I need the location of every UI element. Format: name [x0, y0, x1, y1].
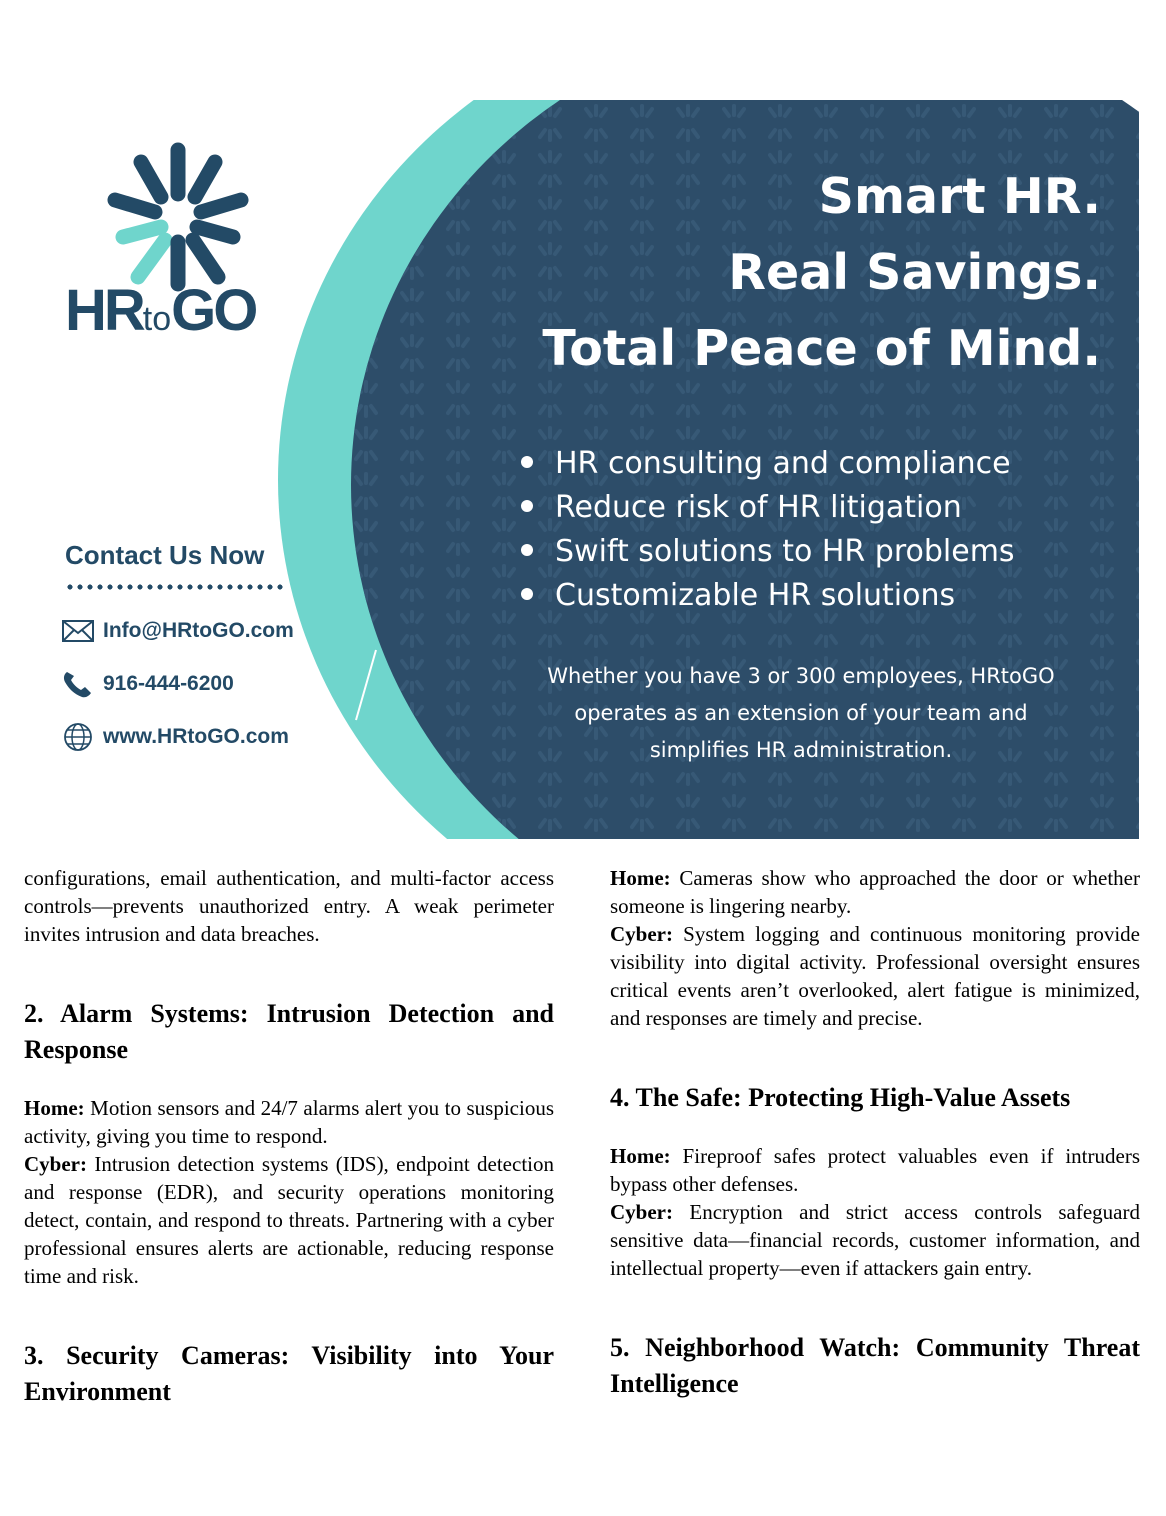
contact-website[interactable] [61, 722, 289, 752]
hrtogo-logo-wordmark [65, 278, 285, 343]
article-right-column [610, 864, 1140, 1402]
section-3-home: Home: Cameras show who approached the door or whether someone is lingering nearby. [610, 866, 1140, 918]
tagline-line-3: simplifies HR administration. [649, 738, 953, 762]
tagline-line-2: operates as an extension of your team and [574, 701, 1028, 725]
ad-tagline [501, 658, 1101, 769]
contact-divider [65, 584, 287, 590]
contact-phone[interactable] [61, 669, 234, 699]
bullet-item: Reduce risk of HR litigation [521, 486, 1015, 530]
envelope-icon [61, 616, 95, 646]
section-2-cyber: Cyber: Intrusion detection systems (IDS), endpoint detection and response (EDR), and security operations monitoring detect, contain, and respond to threats. Partnering with a cyber professional ensures alerts are actionable, reducing response time and risk. [24, 1152, 554, 1288]
headline-line-2: Real Savings. [728, 244, 1101, 301]
hrtogo-ad-banner [21, 100, 1139, 839]
logo-go: GO [171, 278, 256, 343]
ad-headline [401, 168, 1101, 400]
section-3-cyber: Cyber: System logging and continuous monitoring provide visibility into digital activity. Professional oversight ensures critical events aren’t overlooked, alert fatigue is minimized, and responses are timely and precise. [610, 922, 1140, 1030]
intro-paragraph: configurations, email authentication, and multi-factor access controls—prevents unauthorized entry. A weak perimeter invites intrusion and data breaches. [24, 866, 554, 946]
phone-icon [61, 669, 95, 699]
section-4-home: Home: Fireproof safes protect valuables even if intruders bypass other defenses. [610, 1144, 1140, 1196]
logo-hr: HR [65, 278, 143, 343]
logo-to: to [142, 300, 172, 338]
section-5-heading: 5. Neighborhood Watch: Community Threat Intelligence [610, 1333, 1140, 1398]
globe-icon [61, 722, 95, 752]
section-2-home: Home: Motion sensors and 24/7 alarms alert you to suspicious activity, giving you time to respond. [24, 1096, 554, 1148]
bullet-item: Customizable HR solutions [521, 574, 1015, 618]
tagline-line-1: Whether you have 3 or 300 employees, HRtoGO [547, 664, 1055, 688]
article-left-column [24, 864, 554, 1410]
section-2-heading: 2. Alarm Systems: Intrusion Detection and Response [24, 999, 554, 1064]
contact-title: Contact Us Now [65, 540, 265, 570]
contact-phone-text: 916-444-6200 [103, 672, 234, 695]
bullet-item: Swift solutions to HR problems [521, 530, 1015, 574]
headline-line-1: Smart HR. [818, 168, 1101, 225]
section-4-cyber: Cyber: Encryption and strict access controls safeguard sensitive data—financial records, customer information, and intellectual property—even if attackers gain entry. [610, 1200, 1140, 1280]
section-4-heading: 4. The Safe: Protecting High-Value Assets [610, 1083, 1071, 1112]
bullet-item: HR consulting and compliance [521, 442, 1015, 486]
ad-bullet-list [521, 442, 1015, 618]
section-3-heading: 3. Security Cameras: Visibility into Your Environment [24, 1341, 554, 1406]
contact-website-text: www.HRtoGO.com [103, 725, 289, 748]
headline-line-3: Total Peace of Mind. [542, 320, 1101, 377]
contact-email[interactable] [61, 616, 294, 646]
hrtogo-logo-icon [103, 142, 253, 292]
contact-email-text: Info@HRtoGO.com [103, 619, 294, 642]
